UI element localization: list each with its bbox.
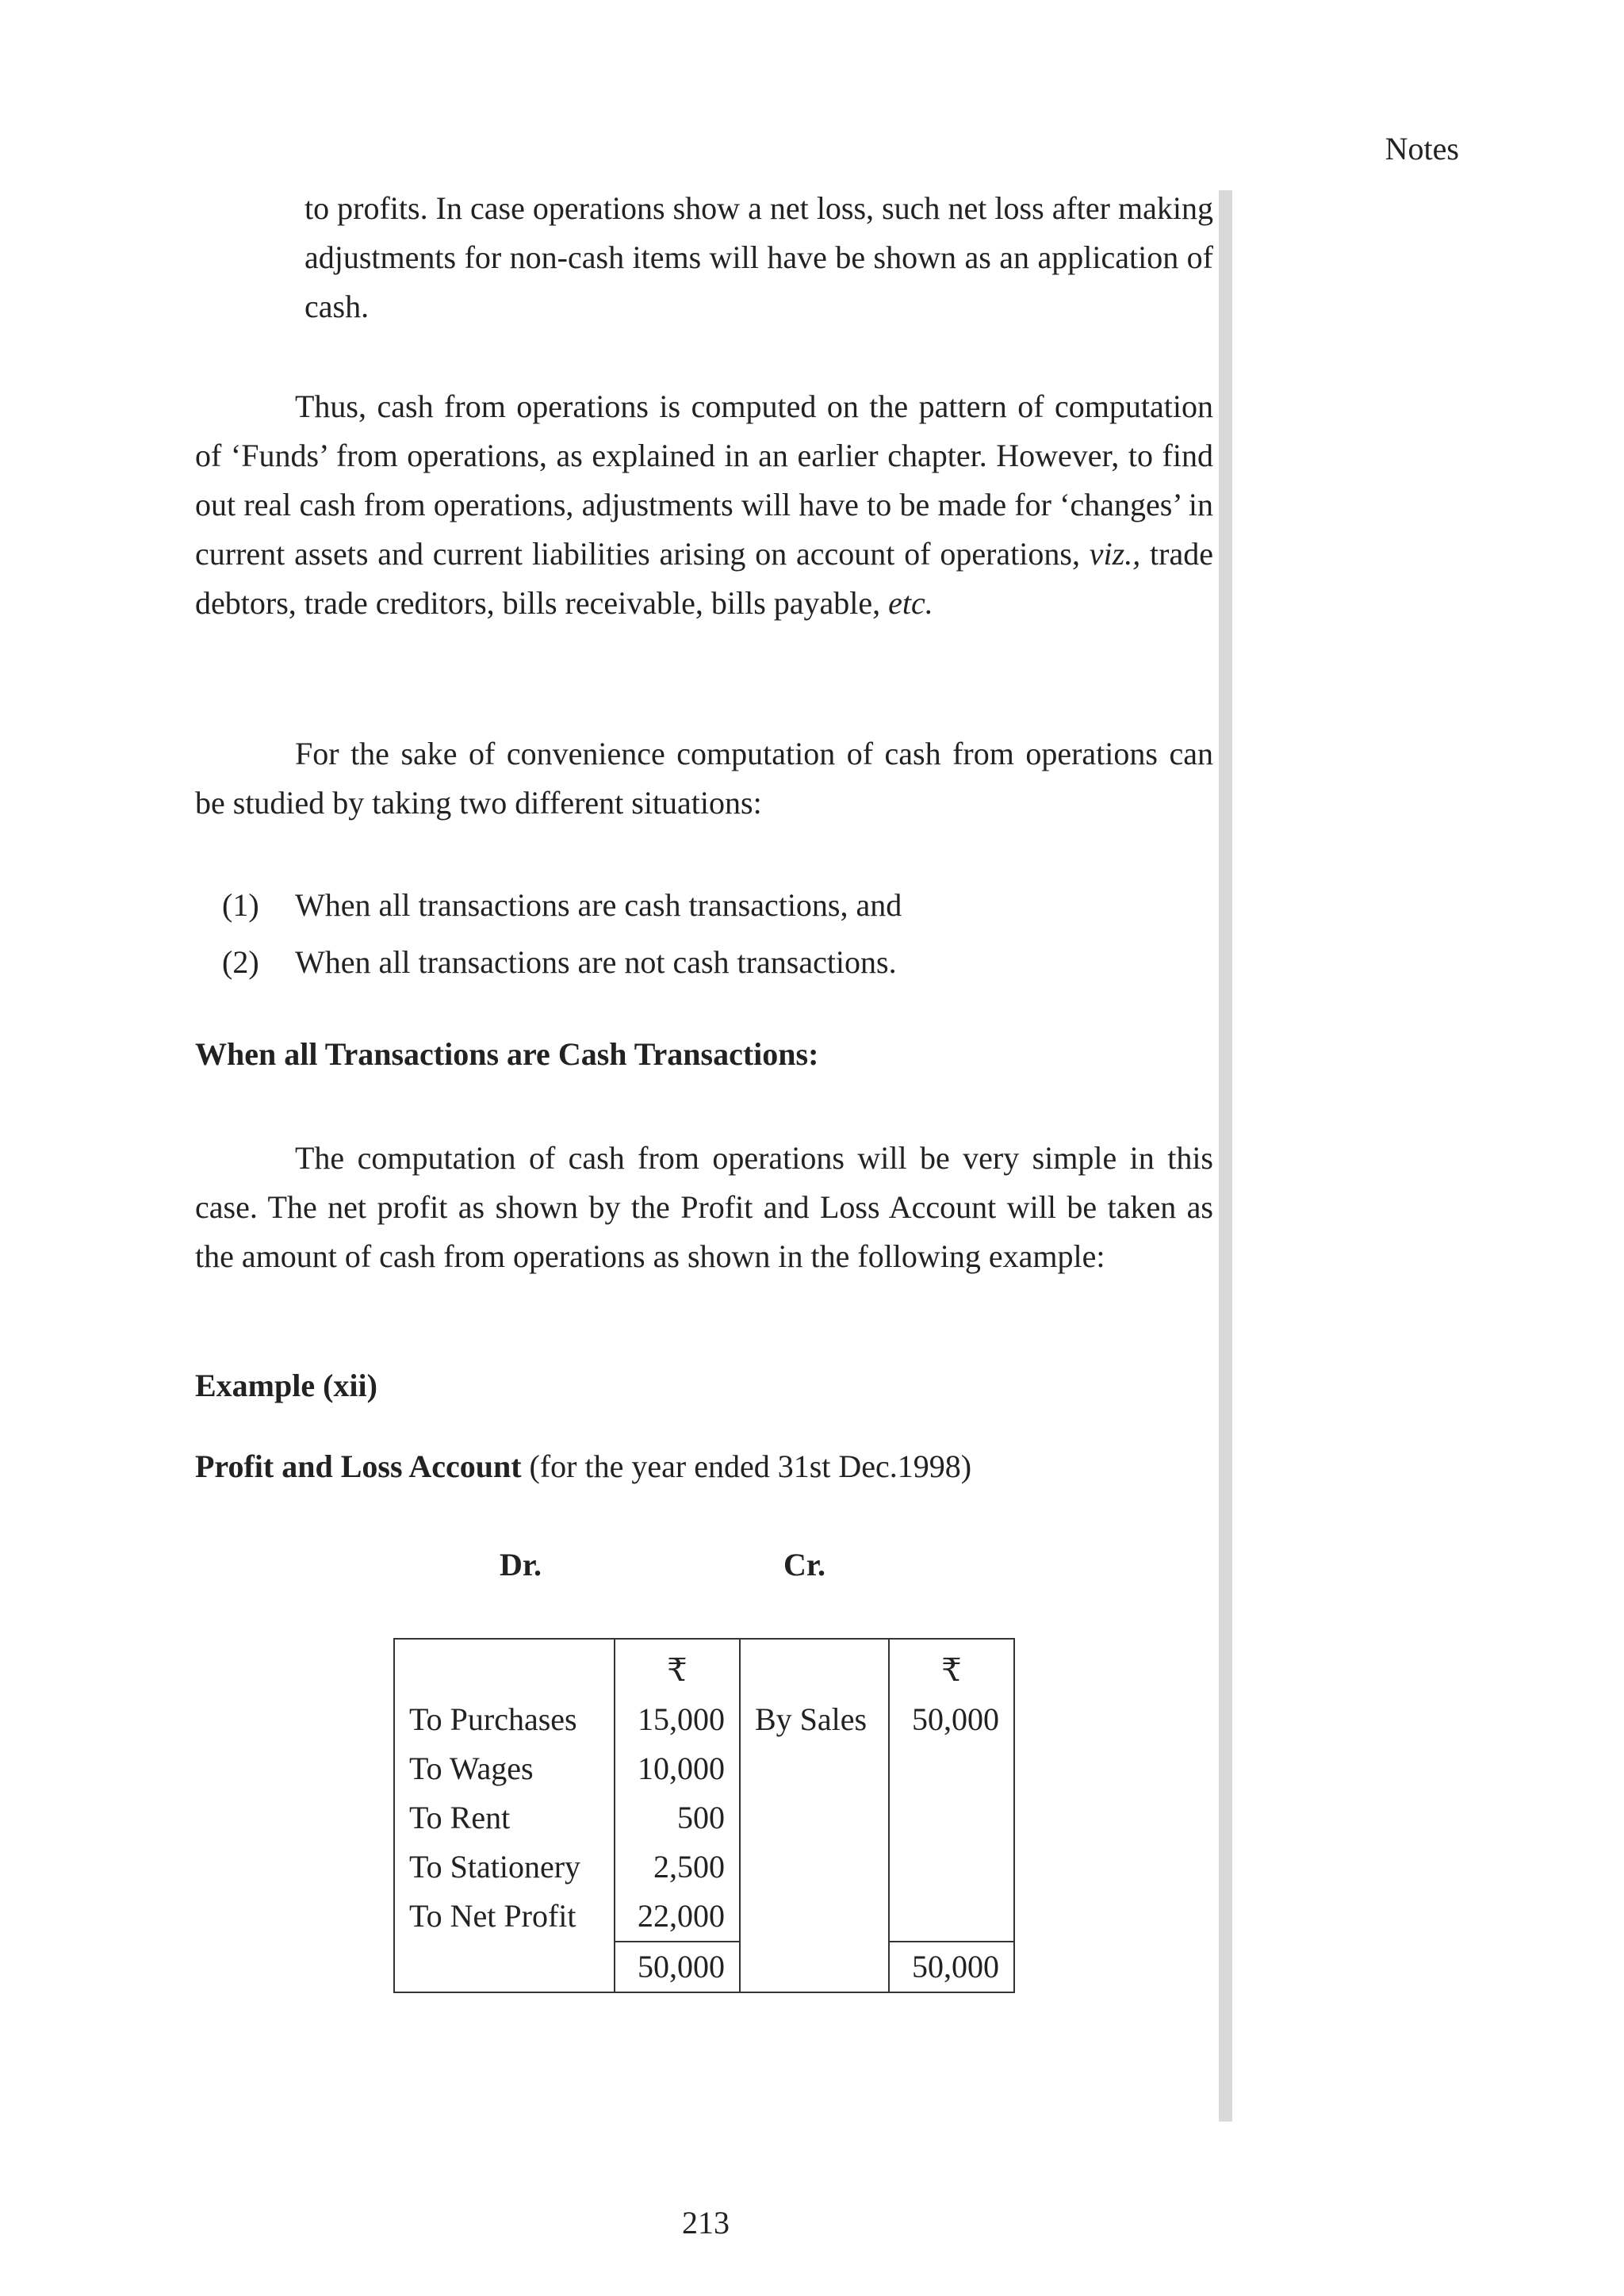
debit-item-label: To Net Profit bbox=[394, 1892, 615, 1942]
paragraph-italic-etc: etc. bbox=[888, 585, 933, 621]
account-title-bold: Profit and Loss Account bbox=[195, 1448, 522, 1484]
credit-label: Cr. bbox=[783, 1547, 825, 1582]
credit-item-label: By Sales bbox=[740, 1695, 889, 1744]
margin-divider-bar bbox=[1219, 190, 1232, 2122]
paragraph-text: trade debtors, trade creditors, bills receivable, bills payable, bbox=[195, 536, 1213, 621]
table-cell bbox=[740, 1639, 889, 1695]
table-cell bbox=[740, 1793, 889, 1843]
list-item-text: When all transactions are cash transactions, and bbox=[295, 887, 902, 923]
list-item-number: (1) bbox=[222, 887, 259, 923]
table-cell bbox=[740, 1744, 889, 1793]
list-item-number: (2) bbox=[222, 944, 259, 980]
credit-item-amount: 50,000 bbox=[889, 1695, 1014, 1744]
situations-list bbox=[222, 877, 902, 991]
paragraph-italic-viz: viz., bbox=[1089, 536, 1141, 572]
rupee-symbol: ₹ bbox=[889, 1639, 1014, 1695]
debit-item-amount: 2,500 bbox=[615, 1843, 740, 1892]
debit-item-amount: 10,000 bbox=[615, 1744, 740, 1793]
table-cell bbox=[889, 1892, 1014, 1942]
list-item bbox=[222, 877, 902, 934]
paragraph-convenience: For the sake of convenience computation of cash from operations can be studied by taking two different situations: bbox=[195, 736, 1213, 821]
table-cell bbox=[740, 1892, 889, 1942]
table-row bbox=[394, 1843, 1014, 1892]
debit-item-label: To Wages bbox=[394, 1744, 615, 1793]
table-cell bbox=[889, 1843, 1014, 1892]
debit-total: 50,000 bbox=[615, 1942, 740, 1992]
page-number: 213 bbox=[682, 2205, 730, 2241]
table-row bbox=[394, 1639, 1014, 1695]
list-item bbox=[222, 934, 902, 991]
table-row bbox=[394, 1695, 1014, 1744]
account-title-period: (for the year ended 31st Dec.1998) bbox=[521, 1448, 972, 1484]
paragraph-computation: The computation of cash from operations will be very simple in this case. The net profit as shown by the Profit and Loss Account will be taken as the amount of cash from operations as shown in the following example: bbox=[195, 1140, 1213, 1274]
debit-item-amount: 15,000 bbox=[615, 1695, 740, 1744]
credit-total: 50,000 bbox=[889, 1942, 1014, 1992]
table-total-row bbox=[394, 1942, 1014, 1992]
table-row bbox=[394, 1892, 1014, 1942]
debit-item-label: To Stationery bbox=[394, 1843, 615, 1892]
paragraph-continuation: to profits. In case operations show a net loss, such net loss after making adjustments for non-cash items will have be shown as an application of cash. bbox=[304, 190, 1213, 324]
table-cell bbox=[394, 1639, 615, 1695]
debit-item-label: To Purchases bbox=[394, 1695, 615, 1744]
paragraph-cash-from-operations bbox=[195, 382, 1213, 628]
table-cell bbox=[740, 1843, 889, 1892]
example-heading: Example (xii) bbox=[195, 1368, 377, 1403]
section-heading: When all Transactions are Cash Transactions: bbox=[195, 1036, 819, 1072]
table-cell bbox=[394, 1942, 615, 1992]
account-title bbox=[195, 1448, 971, 1485]
table-cell bbox=[889, 1744, 1014, 1793]
table-cell bbox=[740, 1942, 889, 1992]
debit-item-label: To Rent bbox=[394, 1793, 615, 1843]
table-row bbox=[394, 1744, 1014, 1793]
debit-item-amount: 500 bbox=[615, 1793, 740, 1843]
rupee-symbol: ₹ bbox=[615, 1639, 740, 1695]
profit-loss-account-table bbox=[393, 1638, 1015, 1993]
margin-notes-label: Notes bbox=[1385, 131, 1459, 166]
debit-item-amount: 22,000 bbox=[615, 1892, 740, 1942]
paragraph-text: Thus, cash from operations is computed on the pattern of computation of ‘Funds’ from operations, as explained in an earlier chapter. However, to find out real cash from operations, adjustments will have to be made for ‘changes’ in current assets and current liabilities arising on account of operations, bbox=[195, 388, 1213, 572]
debit-label: Dr. bbox=[500, 1547, 542, 1582]
list-item-text: When all transactions are not cash transactions. bbox=[295, 944, 897, 980]
table-row bbox=[394, 1793, 1014, 1843]
table-cell bbox=[889, 1793, 1014, 1843]
